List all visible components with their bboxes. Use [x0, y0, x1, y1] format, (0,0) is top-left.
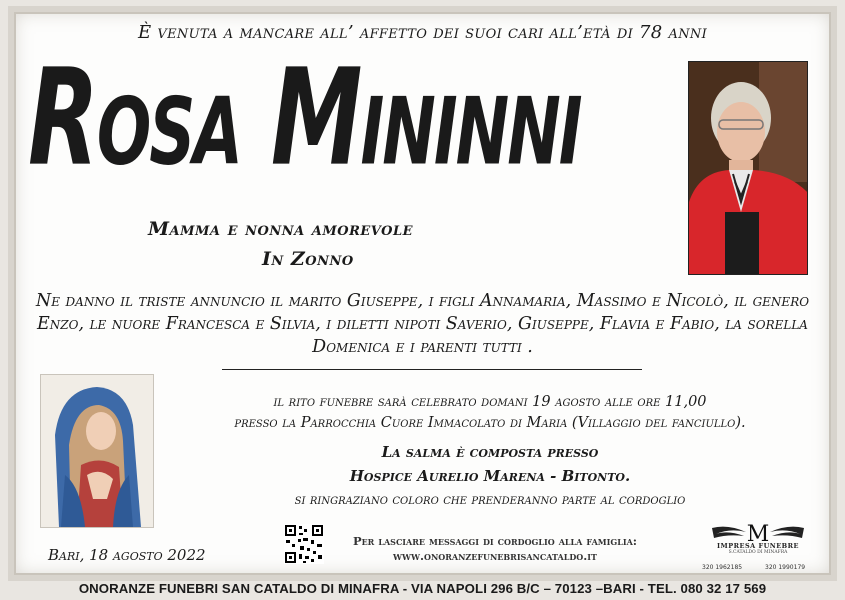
subtitle-married-name: In Zonno	[262, 248, 354, 270]
logo-title: IMPRESA FUNEBRE	[716, 542, 799, 550]
qr-code-graphic	[284, 524, 324, 564]
madonna-illustration	[41, 375, 153, 527]
ceremony-info	[160, 392, 820, 434]
winged-m-icon	[706, 520, 810, 544]
phone-number-1: 320 1962185	[702, 564, 743, 571]
publication-date: Bari, 18 agosto 2022	[48, 546, 206, 564]
family-announcement: Ne danno il triste annuncio il marito Giuseppe, i figli Annamaria, Massimo e Nicolò, il genero Enzo, le nuore Francesca e Silvia, i diletti nipoti Saverio, Giuseppe, Flavia e Fabio, la sorella Domenica e i parenti tutti .	[35, 291, 810, 357]
website-link[interactable]: www.onoranzefunebrisancataldo.it	[393, 549, 597, 563]
salma-line-1: La salma è composta presso	[381, 443, 599, 461]
deceased-name: Rosa Mininni	[28, 40, 581, 196]
salma-line-2: Hospice Aurelio Marena - Bitonto.	[349, 467, 631, 485]
section-divider	[222, 369, 642, 370]
svg-text:M: M	[746, 522, 770, 544]
thanks-text: si ringraziano coloro che prenderanno parte al cordoglio	[294, 492, 686, 508]
madonna-image	[40, 374, 154, 528]
portrait-illustration	[689, 62, 808, 275]
salma-info	[160, 440, 820, 488]
messages-label: Per lasciare messaggi di cordoglio alla famiglia:	[352, 534, 638, 548]
portrait-photo	[688, 61, 808, 275]
ceremony-line-1: il rito funebre sarà celebrato domani 19 agosto alle ore 11,00	[273, 394, 707, 410]
footer-contact: ONORANZE FUNEBRI SAN CATALDO DI MINAFRA - VIA NAPOLI 296 B/C – 70123 –BARI - TEL. 080 32 17 569	[78, 581, 767, 596]
phone-number-2: 320 1990179	[765, 564, 806, 571]
ceremony-line-2: presso la Parrocchia Cuore Immacolato di Maria (Villaggio del fanciullo).	[234, 415, 746, 431]
intro-text: È venuta a mancare all’ affetto dei suoi cari all’età di 78 anni	[137, 22, 708, 43]
logo-subtitle: S.CATALDO DI MINAFRA	[728, 550, 788, 555]
qr-code-icon[interactable]	[284, 524, 324, 564]
subtitle-mother: Mamma e nonna amorevole	[148, 218, 414, 240]
